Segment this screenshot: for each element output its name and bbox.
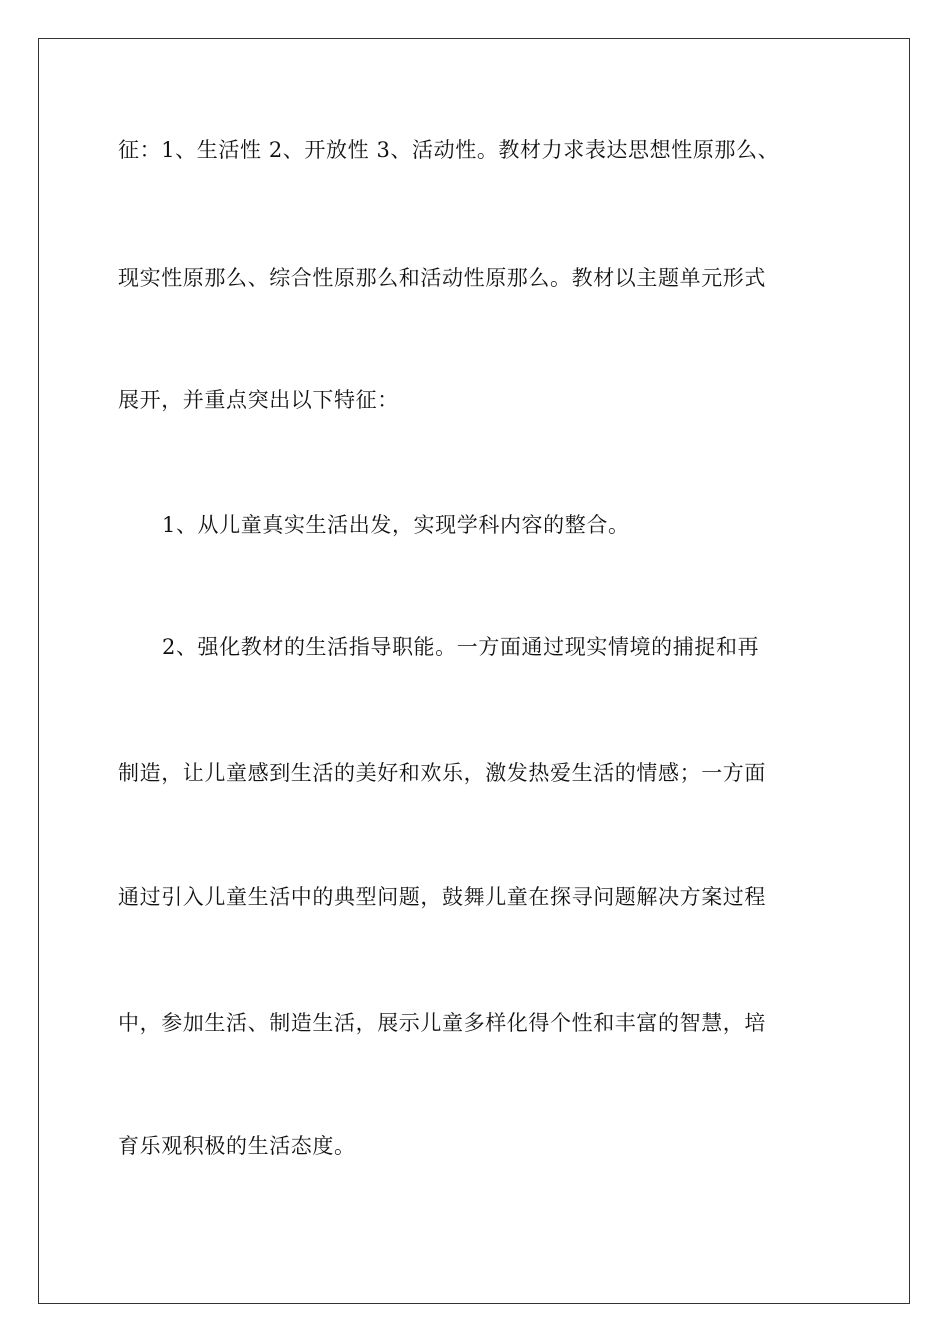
text-line-9: 育乐观积极的生活态度。	[118, 1134, 356, 1158]
page-frame	[38, 38, 910, 1304]
text-line-5: 2、强化教材的生活指导职能。一方面通过现实情境的捕捉和再	[162, 635, 760, 659]
text-line-6: 制造，让儿童感到生活的美好和欢乐，激发热爱生活的情感；一方面	[118, 761, 766, 785]
text-line-3: 展开，并重点突出以下特征：	[118, 388, 399, 412]
text-line-2: 现实性原那么、综合性原那么和活动性原那么。教材以主题单元形式	[118, 266, 766, 290]
text-line-8: 中，参加生活、制造生活，展示儿童多样化得个性和丰富的智慧，培	[118, 1011, 766, 1035]
text-line-4: 1、从儿童真实生活出发，实现学科内容的整合。	[162, 513, 630, 537]
text-line-7: 通过引入儿童生活中的典型问题，鼓舞儿童在探寻问题解决方案过程	[118, 885, 766, 909]
text-line-1: 征：1、生活性 2、开放性 3、活动性。教材力求表达思想性原那么、	[118, 138, 780, 162]
